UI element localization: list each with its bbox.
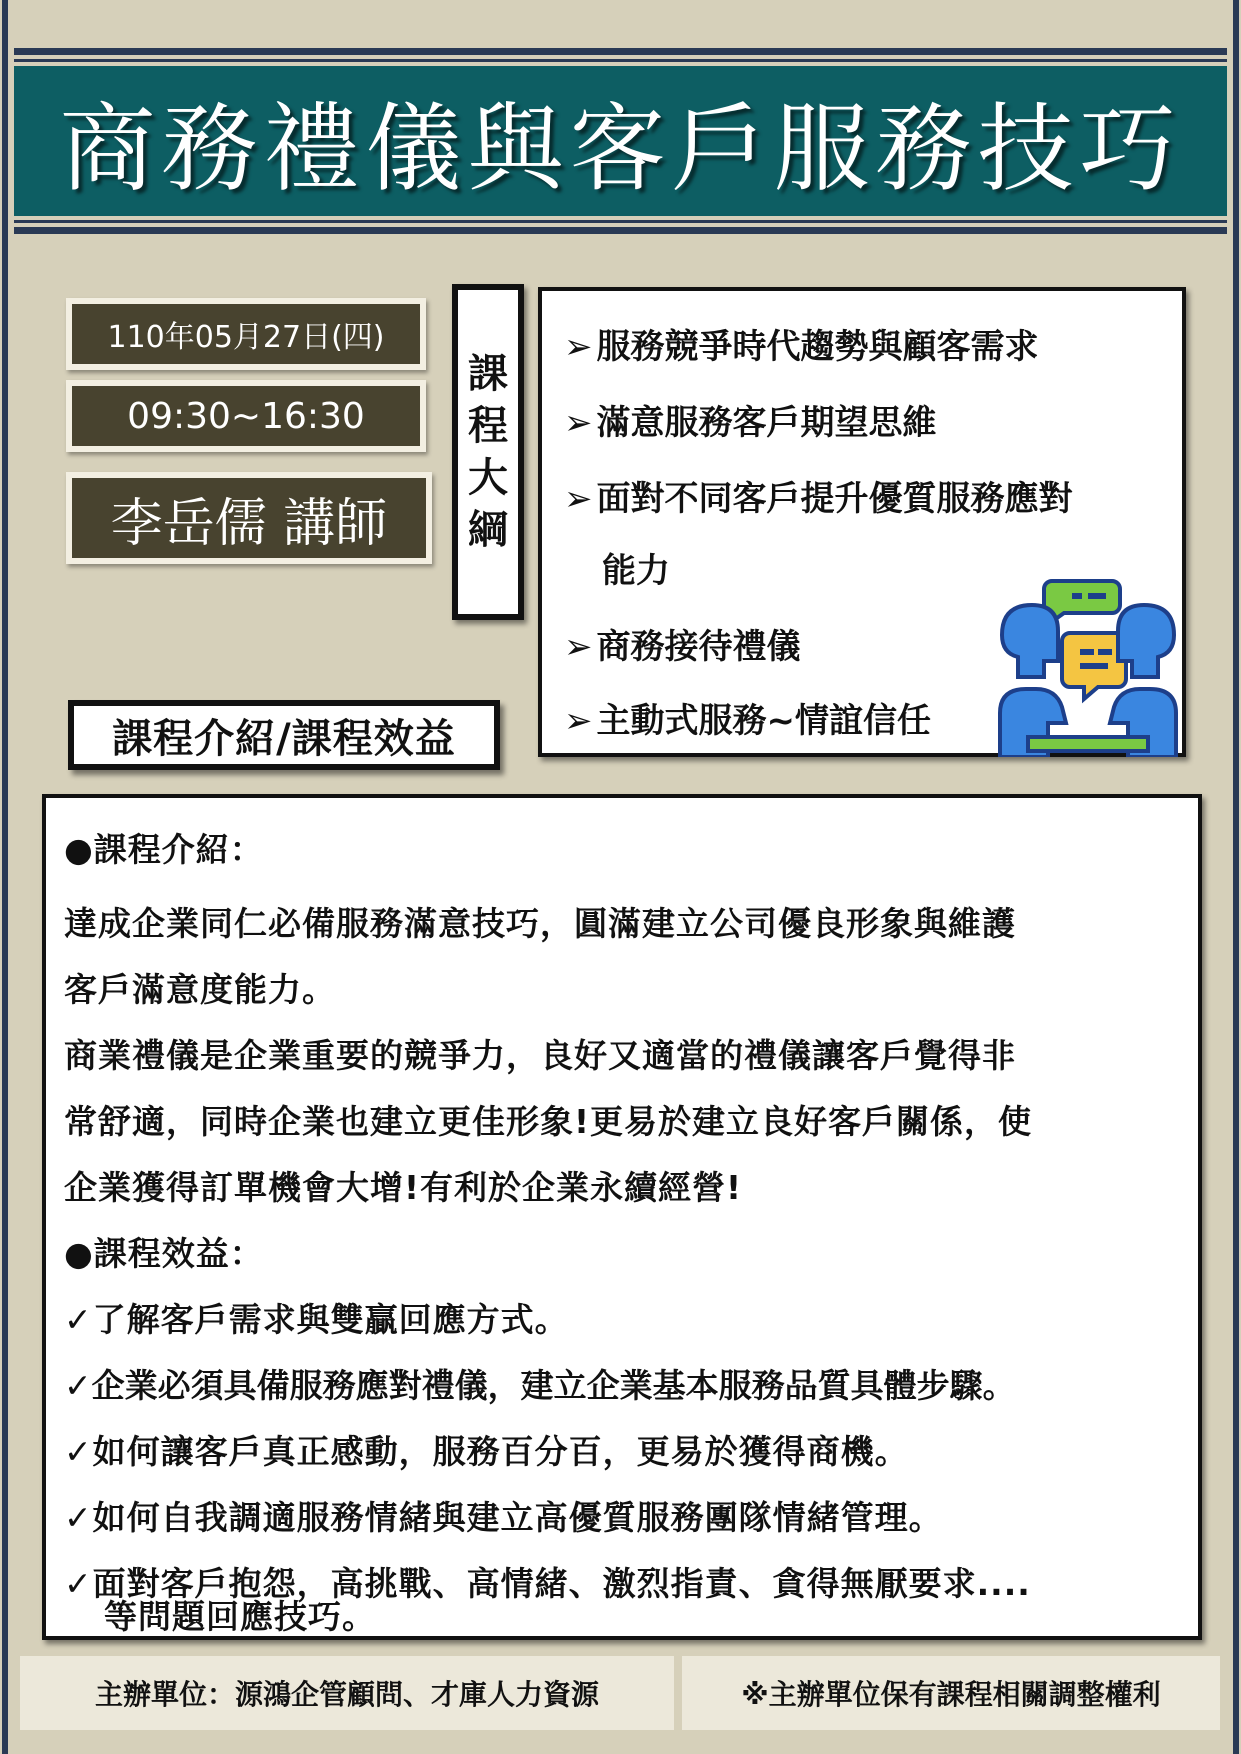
syllabus-tag-char: 大 — [468, 455, 508, 501]
syllabus-tag-char: 課 — [468, 351, 508, 397]
course-content-box — [42, 794, 1202, 1640]
date-box — [66, 298, 426, 370]
syllabus-item: ➢ 主動式服務~情誼信任 — [564, 701, 931, 741]
benefit-line-continued: 等問題回應技巧。 — [104, 1597, 376, 1636]
frame-banner-thin-line — [14, 220, 1227, 223]
arrow-bullet-icon: ➢ — [564, 479, 593, 519]
footer-notice: ※主辦單位保有課程相關調整權利 — [682, 1656, 1220, 1730]
time-box — [66, 380, 426, 452]
title-banner — [14, 66, 1227, 216]
course-date: 110年05月27日(四) — [107, 320, 385, 355]
syllabus-item: ➢ 面對不同客戶提升優質服務應對 — [564, 479, 1073, 519]
benefit-line: ✓如何讓客戶真正感動，服務百分百，更易於獲得商機。 — [64, 1432, 909, 1471]
course-intro-tag: 課程介紹/課程效益 — [68, 700, 500, 770]
frame-banner-line — [14, 227, 1227, 234]
syllabus-item: ➢ 服務競爭時代趨勢與顧客需求 — [564, 327, 1039, 367]
benefit-line: ✓如何自我調適服務情緒與建立高優質服務團隊情緒管理。 — [64, 1498, 943, 1537]
syllabus-tag-char: 綱 — [468, 507, 508, 553]
syllabus-tag-char: 程 — [468, 403, 508, 449]
footer-organizer: 主辦單位：源鴻企管顧問、才庫人力資源 — [20, 1656, 674, 1730]
syllabus-outline — [538, 287, 1186, 757]
intro-line: 企業獲得訂單機會大增!有利於企業永續經營! — [64, 1168, 743, 1207]
syllabus-item-continued: 能力 — [602, 551, 670, 591]
frame-top-line — [14, 48, 1227, 55]
syllabus-item: ➢ 商務接待禮儀 — [564, 627, 801, 667]
benefit-line: ✓企業必須具備服務應對禮儀，建立企業基本服務品質具體步驟。 — [64, 1366, 1016, 1405]
frame-right-line — [1233, 0, 1239, 1754]
lecturer-box — [66, 472, 432, 564]
frame-top-thin-line — [14, 59, 1227, 62]
customer-service-meeting-icon — [994, 571, 1182, 757]
intro-line: 達成企業同仁必備服務滿意技巧，圓滿建立公司優良形象與維護 — [64, 904, 1016, 943]
course-time: 09:30~16:30 — [127, 395, 365, 437]
arrow-bullet-icon: ➢ — [564, 627, 593, 667]
lecturer-name: 李岳儒 講師 — [110, 493, 388, 554]
intro-line: 常舒適，同時企業也建立更佳形象!更易於建立良好客戶關係，使 — [64, 1102, 1033, 1141]
syllabus-item: ➢ 滿意服務客戶期望思維 — [564, 403, 937, 443]
page-title: 商務禮儀與客戶服務技巧 — [59, 92, 1182, 205]
arrow-bullet-icon: ➢ — [564, 701, 593, 741]
benefit-heading: ●課程效益： — [64, 1234, 264, 1273]
intro-line: 商業禮儀是企業重要的競爭力，良好又適當的禮儀讓客戶覺得非 — [64, 1036, 1016, 1075]
benefit-line: ✓了解客戶需求與雙贏回應方式。 — [64, 1300, 569, 1339]
intro-line: 客戶滿意度能力。 — [64, 970, 336, 1009]
intro-heading: ●課程介紹： — [64, 830, 264, 869]
frame-left-line — [2, 0, 8, 1754]
arrow-bullet-icon: ➢ — [564, 327, 593, 367]
syllabus-tag — [452, 284, 524, 620]
benefit-line: ✓面對客戶抱怨，高挑戰、高情緒、激烈指責、貪得無厭要求.... — [64, 1564, 1031, 1603]
arrow-bullet-icon: ➢ — [564, 403, 593, 443]
